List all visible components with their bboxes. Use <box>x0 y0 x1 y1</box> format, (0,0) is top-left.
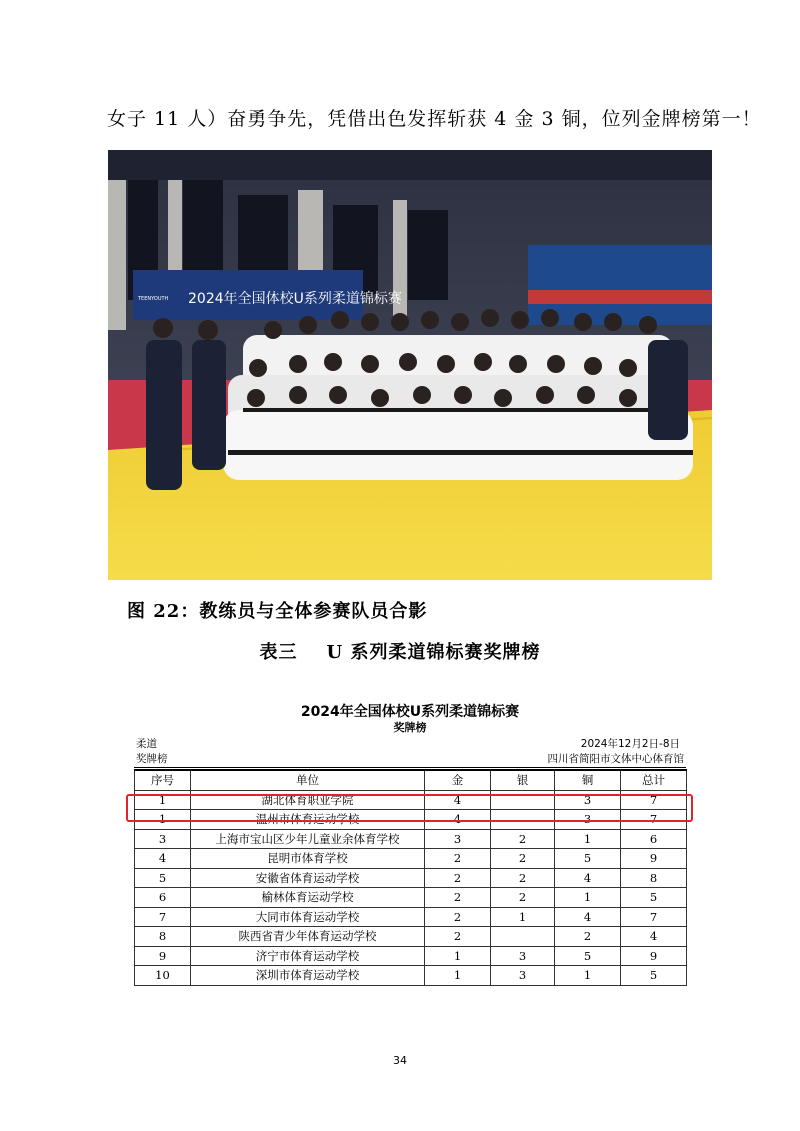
cell-unit: 湖北体育职业学院 <box>191 790 425 810</box>
cell-rank: 5 <box>135 868 191 888</box>
cell-total: 7 <box>621 810 687 830</box>
cell-bronze: 2 <box>555 927 621 947</box>
cell-unit: 深圳市体育运动学校 <box>191 966 425 986</box>
table-row <box>135 946 687 966</box>
team-photo <box>108 150 712 580</box>
cell-unit: 温州市体育运动学校 <box>191 810 425 830</box>
meta-sport: 柔道 <box>136 738 157 750</box>
cell-total: 7 <box>621 790 687 810</box>
cell-silver: 2 <box>491 849 555 869</box>
cell-bronze: 3 <box>555 790 621 810</box>
header-unit: 单位 <box>191 770 425 790</box>
table-row <box>135 849 687 869</box>
event-banner <box>133 270 402 320</box>
cell-silver: 2 <box>491 829 555 849</box>
cell-unit: 榆林体育运动学校 <box>191 888 425 908</box>
cell-gold: 2 <box>425 927 491 947</box>
meta-date: 2024年12月2日-8日 <box>580 738 680 750</box>
cell-bronze: 5 <box>555 849 621 869</box>
cell-total: 5 <box>621 966 687 986</box>
cell-gold: 1 <box>425 966 491 986</box>
cell-silver: 2 <box>491 888 555 908</box>
cell-gold: 4 <box>425 810 491 830</box>
cell-silver: 1 <box>491 907 555 927</box>
cell-unit: 上海市宝山区少年儿童业余体育学校 <box>191 829 425 849</box>
cell-rank: 3 <box>135 829 191 849</box>
cell-gold: 2 <box>425 868 491 888</box>
table-caption: 表三 U 系列柔道锦标赛奖牌榜 <box>259 642 541 663</box>
cell-unit: 陕西省青少年体育运动学校 <box>191 927 425 947</box>
table-row <box>135 907 687 927</box>
cell-gold: 2 <box>425 849 491 869</box>
header-rank: 序号 <box>135 770 191 790</box>
cell-rank: 8 <box>135 927 191 947</box>
table-row <box>135 927 687 947</box>
cell-rank: 6 <box>135 888 191 908</box>
meta-venue: 四川省简阳市文体中心体育馆 <box>547 753 684 765</box>
meta-board: 奖牌榜 <box>136 753 168 765</box>
table-row <box>135 888 687 908</box>
cell-total: 9 <box>621 946 687 966</box>
cell-total: 7 <box>621 907 687 927</box>
cell-bronze: 3 <box>555 810 621 830</box>
cell-unit: 安徽省体育运动学校 <box>191 868 425 888</box>
cell-unit: 大同市体育运动学校 <box>191 907 425 927</box>
table-header-row <box>135 770 687 790</box>
cell-bronze: 4 <box>555 868 621 888</box>
cell-rank: 10 <box>135 966 191 986</box>
cell-total: 5 <box>621 888 687 908</box>
cell-total: 8 <box>621 868 687 888</box>
header-total: 总计 <box>621 770 687 790</box>
cell-gold: 2 <box>425 888 491 908</box>
cell-total: 6 <box>621 829 687 849</box>
highlight-box <box>126 794 693 822</box>
cell-unit: 昆明市体育学校 <box>191 849 425 869</box>
cell-rank: 9 <box>135 946 191 966</box>
cell-silver: 3 <box>491 966 555 986</box>
cell-rank: 1 <box>135 810 191 830</box>
cell-bronze: 1 <box>555 888 621 908</box>
table-row <box>135 868 687 888</box>
cell-silver: 3 <box>491 946 555 966</box>
cell-silver: 2 <box>491 868 555 888</box>
event-logo-text: TEENYOUTH <box>138 296 169 302</box>
cell-rank: 4 <box>135 849 191 869</box>
table-row <box>135 829 687 849</box>
cell-bronze: 1 <box>555 966 621 986</box>
event-banner-text: 2024年全国体校U系列柔道锦标赛 <box>188 291 402 307</box>
header-bronze: 铜 <box>555 770 621 790</box>
cell-bronze: 4 <box>555 907 621 927</box>
cell-rank: 1 <box>135 790 191 810</box>
cell-total: 9 <box>621 849 687 869</box>
page-number: 34 <box>393 1054 407 1067</box>
medal-table-image <box>134 703 686 986</box>
header-silver: 银 <box>491 770 555 790</box>
cell-gold: 4 <box>425 790 491 810</box>
header-gold: 金 <box>425 770 491 790</box>
cell-total: 4 <box>621 927 687 947</box>
intro-paragraph: 女子 11 人）奋勇争先，凭借出色发挥斩获 4 金 3 铜，位列金牌榜第一！ <box>107 108 762 130</box>
figure-caption: 图 22：教练员与全体参赛队员合影 <box>127 601 428 622</box>
cell-silver <box>491 927 555 947</box>
cell-rank: 7 <box>135 907 191 927</box>
cell-bronze: 5 <box>555 946 621 966</box>
medal-table-title: 2024年全国体校U系列柔道锦标赛 <box>300 704 520 720</box>
cell-gold: 2 <box>425 907 491 927</box>
meta-divider <box>134 767 686 768</box>
cell-bronze: 1 <box>555 829 621 849</box>
medal-table-subtitle: 奖牌榜 <box>393 721 427 734</box>
cell-unit: 济宁市体育运动学校 <box>191 946 425 966</box>
cell-gold: 3 <box>425 829 491 849</box>
cell-gold: 1 <box>425 946 491 966</box>
table-row <box>135 966 687 986</box>
medal-table-meta <box>134 735 686 767</box>
